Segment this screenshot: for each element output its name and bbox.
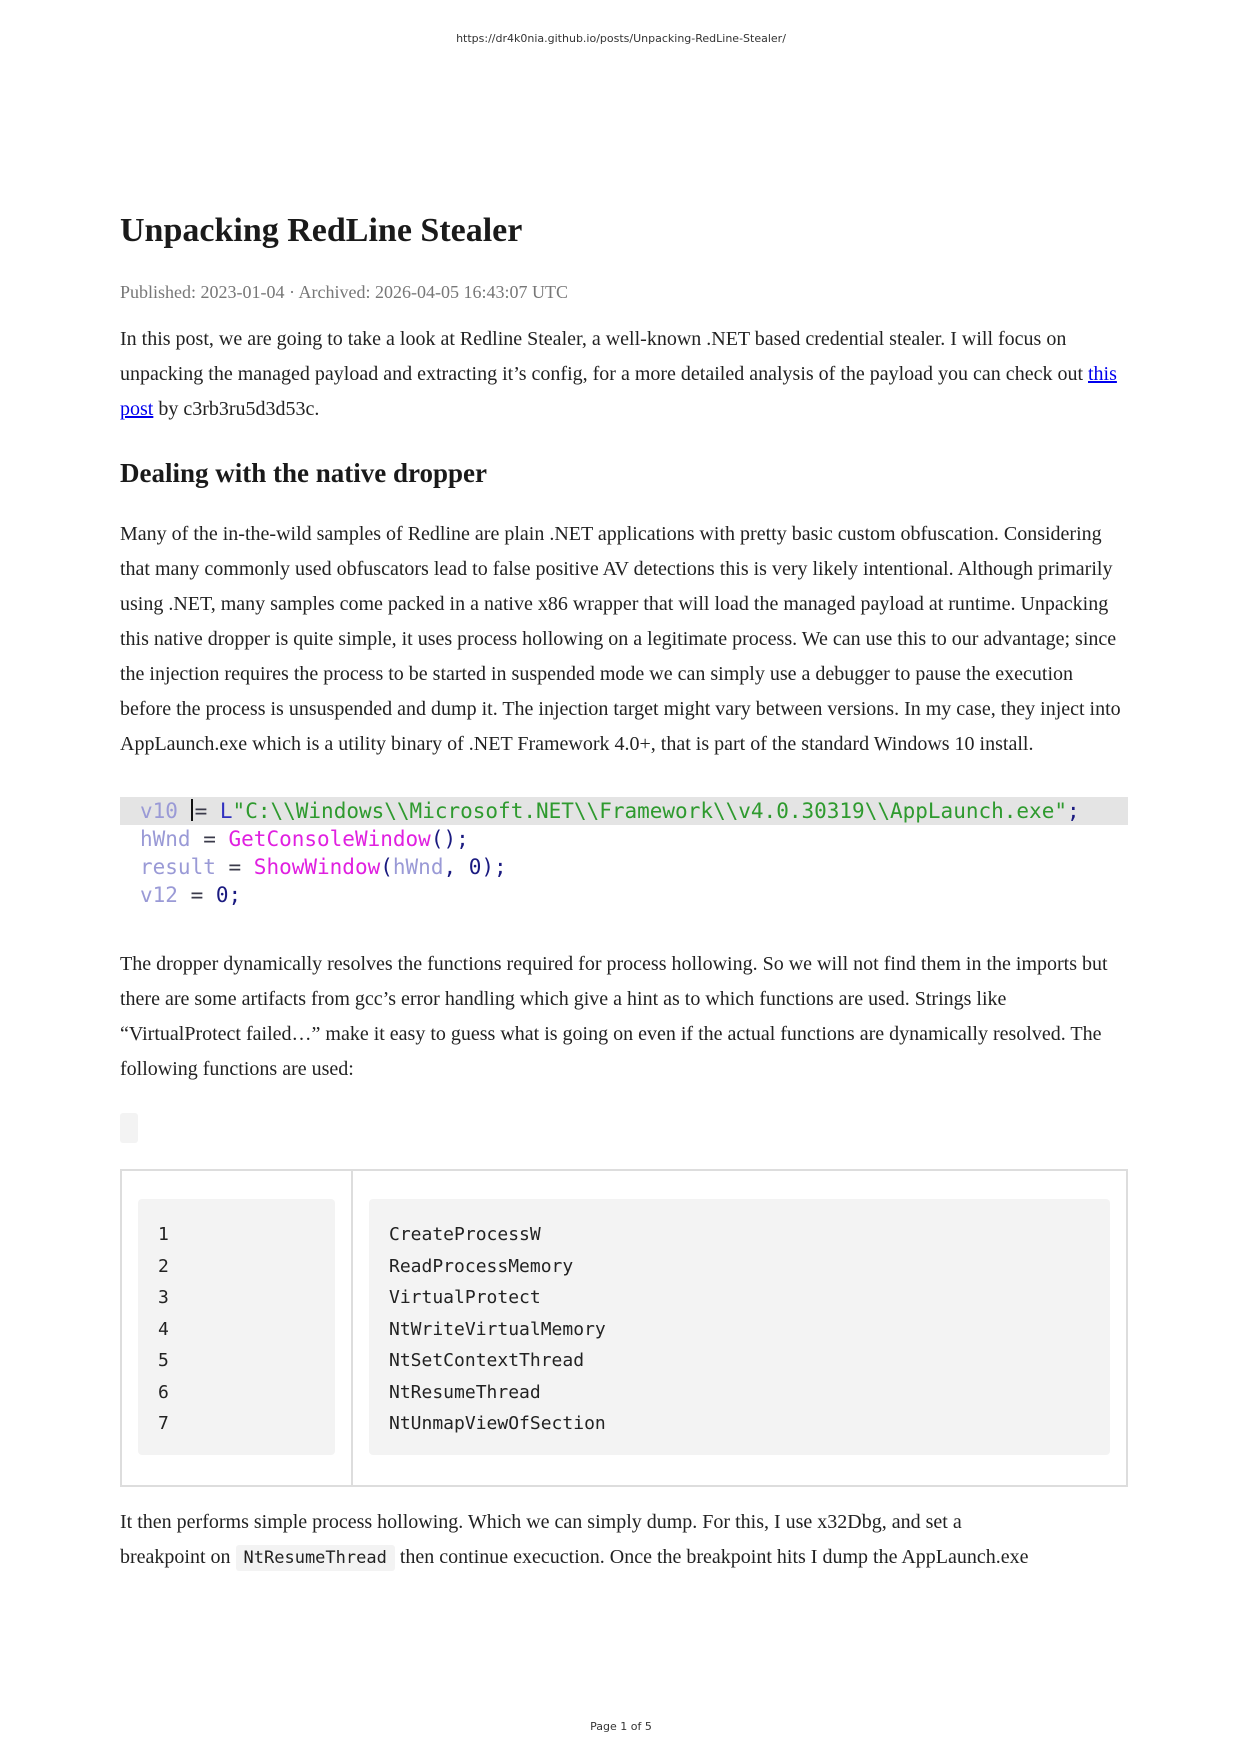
code-token: v12: [140, 883, 178, 907]
functions-code-block: [120, 1169, 1128, 1487]
code-token: v10: [140, 799, 178, 823]
page-title: Unpacking RedLine Stealer: [120, 212, 523, 249]
dropper-paragraph: Many of the in-the-wild samples of Redline are plain .NET applications with pretty basic custom obfuscation. Considering that many commonly used obfuscators lead to false positive AV detections this is very likely intentional. Although primarily using .NET, many samples come packed in a native x86 wrapper that will load the managed payload at runtime. Unpacking this native dropper is quite simple, it uses process hollowing on a legitimate process. We can use this to our advantage; since the injection requires the process to be started in suspended mode we can simply use a debugger to pause the execution before the process is unsuspended and dump it. The injection target might vary between versions. In my case, they inject into AppLaunch.exe which is a utility binary of .NET Framework 4.0+, that is part of the standard Windows 10 install.: [120, 523, 1121, 755]
code-token: GetConsoleWindow: [228, 827, 431, 851]
line-number: 6: [158, 1381, 169, 1403]
line-number: 7: [158, 1413, 169, 1434]
code-token: =: [194, 799, 220, 823]
code-token: , 0);: [443, 855, 507, 879]
code-line: CreateProcessW: [389, 1224, 541, 1245]
empty-code-block: [120, 1113, 138, 1143]
code-token: =: [190, 827, 229, 851]
this-post-link[interactable]: this post: [120, 363, 1117, 420]
hollowing-line-1: It then performs simple process hollowing. Which we can simply dump. For this, I use x32Dbg, and set a: [120, 1511, 962, 1533]
hollowing-text-after: then continue execuction. Once the breakpoint hits I dump the AppLaunch.exe: [394, 1546, 1029, 1568]
line-number-gutter: [122, 1171, 353, 1485]
code-line: ReadProcessMemory: [389, 1255, 574, 1277]
section-heading-native-dropper: Dealing with the native dropper: [120, 458, 488, 488]
inline-code-ntresumethread: NtResumeThread: [236, 1545, 395, 1571]
code-token: hWnd: [140, 827, 191, 851]
code-token: ();: [430, 827, 469, 851]
hollowing-paragraph: [120, 1505, 1128, 1576]
code-token: =: [215, 855, 254, 879]
code-token: L: [219, 799, 233, 823]
publish-meta: Published: 2023-01-04 · Archived: 2026-04-05 16:43:07 UTC: [120, 282, 568, 302]
intro-text-before: In this post, we are going to take a look at Redline Stealer, a well-known .NET based credential stealer. I will focus on unpacking the managed payload and extracting it’s config, for a more detailed analysis of the payload you can check out: [120, 328, 1088, 385]
code-token: ShowWindow: [253, 855, 381, 879]
line-number: 4: [158, 1318, 169, 1340]
code-token: result: [140, 855, 216, 879]
code-line-4: [120, 881, 1128, 909]
line-number: 2: [158, 1255, 169, 1277]
code-line: NtResumeThread: [389, 1381, 541, 1403]
code-line: NtWriteVirtualMemory: [389, 1318, 606, 1340]
line-number: 1: [158, 1224, 169, 1245]
page-number: Page 1 of 5: [590, 1720, 652, 1733]
functions-paragraph: The dropper dynamically resolves the functions required for process hollowing. So we will not find them in the imports but there are some artifacts from gcc’s error handling which give a hint as to which functions are used. Strings like “VirtualProtect failed…” make it easy to guess what is going on even if the actual functions are dynamically resolved. The following functions are used:: [120, 953, 1108, 1080]
hollowing-text-before: breakpoint on: [120, 1546, 236, 1568]
code-line: NtSetContextThread: [389, 1350, 585, 1371]
intro-text-after: by c3rb3ru5d3d53c.: [153, 398, 320, 420]
intro-paragraph: [120, 322, 1128, 427]
article: [120, 210, 1128, 1576]
code-token: ;: [1067, 799, 1080, 823]
text-caret: [191, 799, 193, 821]
code-token: (: [380, 855, 393, 879]
code-line-1: [120, 797, 1128, 825]
code-token: 0;: [215, 883, 242, 907]
code-token: =: [177, 883, 216, 907]
code-token: "C:\\Windows\\Microsoft.NET\\Framework\\v4.0.30319\\AppLaunch.exe": [232, 799, 1067, 823]
line-numbers: [138, 1199, 335, 1455]
code-line: NtUnmapViewOfSection: [389, 1413, 606, 1434]
code-lines: [369, 1199, 1110, 1455]
code-column: [353, 1171, 1126, 1485]
code-line-2: [120, 825, 1128, 853]
code-token: hWnd: [392, 855, 444, 879]
code-line: VirtualProtect: [389, 1287, 541, 1308]
line-number: 3: [158, 1287, 169, 1308]
page-url-header: https://dr4k0nia.github.io/posts/Unpacking-RedLine-Stealer/: [456, 32, 786, 45]
line-number: 5: [158, 1350, 169, 1371]
code-line-3: [120, 853, 1128, 881]
decompiled-code-screenshot: [120, 797, 1128, 909]
